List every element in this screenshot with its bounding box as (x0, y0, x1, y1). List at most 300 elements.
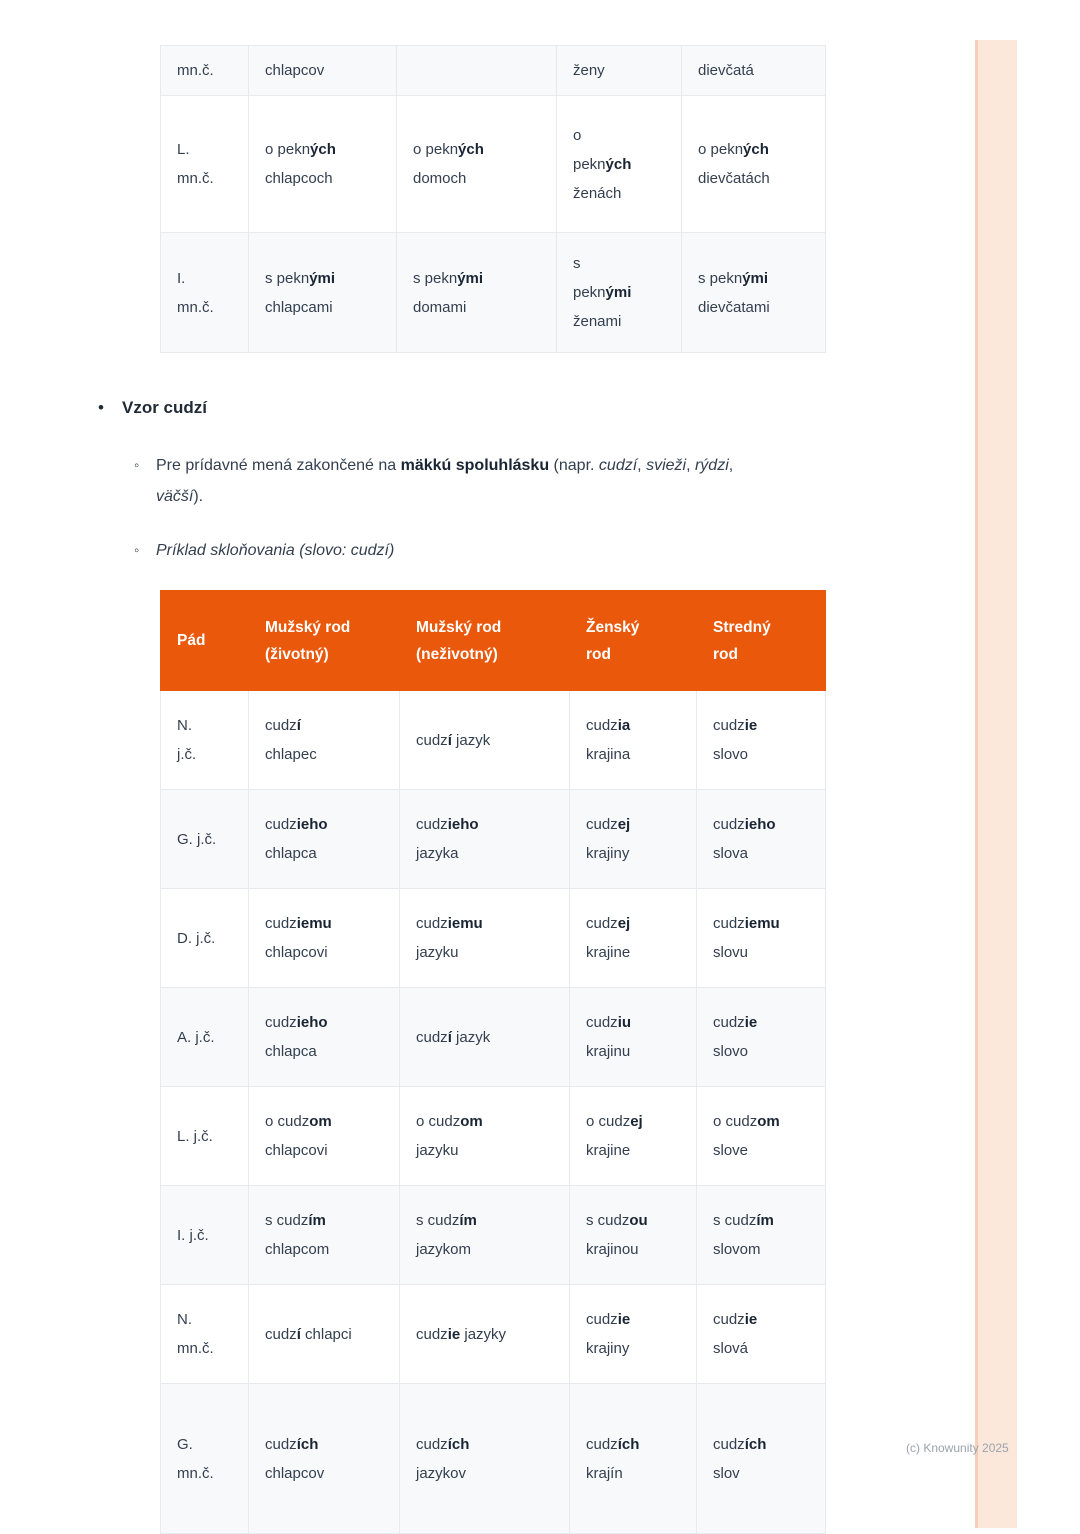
cell-line (586, 810, 680, 839)
text-segment: mn.č. (177, 170, 214, 187)
bold-ending: ie (744, 1311, 758, 1328)
text-segment: chlapcami (265, 298, 333, 316)
bold-ending: iemu (296, 915, 332, 932)
text-segment: L. (177, 141, 190, 158)
cell-line (573, 179, 665, 208)
text-segment: s cudz (416, 1212, 460, 1229)
declension-cell (400, 889, 570, 988)
header-line: Mužský rod (416, 618, 502, 636)
text-segment: slov (713, 1464, 740, 1482)
header-line: Ženský (586, 618, 640, 636)
bold-ending: í (447, 1028, 452, 1046)
declension-cell (570, 790, 697, 889)
declension-cell (249, 1285, 400, 1384)
cell-line (265, 1235, 383, 1264)
declension-cell (697, 1285, 826, 1384)
text-segment: chlapcovi (265, 1142, 328, 1159)
text-segment: s (573, 255, 581, 272)
text-segment: cudz (586, 915, 618, 932)
text-segment: krajiny (586, 1340, 630, 1357)
bold-ending: ích (296, 1435, 319, 1453)
table-row (161, 1186, 826, 1285)
text-segment: N. (177, 1311, 192, 1328)
text-segment: cudz (586, 717, 618, 734)
cell-line (573, 56, 665, 85)
text-segment: chlapci (300, 1325, 352, 1343)
cell-line (177, 1459, 232, 1488)
text-segment: cudz (586, 1435, 618, 1453)
case-label-cell (161, 1285, 249, 1384)
text-segment: , (728, 457, 734, 474)
bold-ending: í (296, 717, 301, 734)
text-segment: pekn (573, 155, 606, 173)
cell-line (265, 164, 380, 193)
cell-line (573, 121, 665, 150)
bold-ending: iemu (744, 915, 780, 932)
cell-line (177, 740, 232, 769)
cell-line (177, 1221, 232, 1250)
bold-ending: ím (308, 1212, 326, 1229)
cell-line (713, 1136, 809, 1165)
text-segment: o cudz (586, 1113, 631, 1130)
cell-line (177, 1023, 232, 1052)
cell-line (416, 810, 553, 839)
text-segment: dievčatách (698, 170, 770, 187)
italic-text: cudzí (598, 457, 638, 474)
text-segment: slova (713, 845, 749, 862)
text-segment: cudz (416, 1325, 448, 1343)
text-segment: mn.č. (177, 1464, 214, 1482)
text-segment: G. j.č. (177, 830, 217, 848)
cell-line (586, 1305, 680, 1334)
cell-line (586, 1235, 680, 1264)
declension-cell (570, 1285, 697, 1384)
column-header (161, 591, 249, 691)
cell-line (416, 1430, 553, 1459)
cell-line (713, 1430, 809, 1459)
bullet-item-title (98, 396, 810, 420)
table-row (161, 691, 826, 790)
bold-ending: ou (629, 1212, 648, 1229)
bold-ending: ých (458, 141, 484, 158)
text-segment: mn.č. (177, 298, 214, 316)
text-segment: slovu (713, 944, 749, 961)
cell-line (416, 1320, 553, 1349)
cell-line (586, 1206, 680, 1235)
bullet-text-description (156, 450, 781, 512)
text-segment: ženách (573, 184, 622, 202)
cell-line (177, 293, 232, 322)
declension-cell (400, 988, 570, 1087)
cell-line (586, 1008, 680, 1037)
declension-cell (557, 233, 682, 353)
cell-line (416, 938, 553, 967)
bold-ending: ých (743, 141, 769, 158)
text-segment: Pre prídavné mená zakončené na (156, 457, 401, 474)
cell-line (265, 909, 383, 938)
cell-line (713, 810, 809, 839)
text-segment: slovom (713, 1241, 761, 1258)
cell-line (265, 1107, 383, 1136)
cell-line (265, 839, 383, 868)
cell-line (265, 1430, 383, 1459)
cell-line (573, 249, 665, 278)
case-label-cell (161, 233, 249, 353)
text-segment: krajiny (586, 845, 630, 862)
text-segment: domoch (413, 170, 467, 187)
text-segment: cudz (713, 717, 745, 734)
declension-cell (400, 1285, 570, 1384)
declension-cell (557, 46, 682, 96)
bold-ending: ými (605, 284, 632, 301)
text-segment: cudz (416, 915, 448, 932)
text-segment: domami (413, 298, 467, 316)
page-edge-decoration (975, 40, 1017, 1528)
text-segment: N. (177, 717, 192, 734)
text-segment: jazyka (416, 845, 459, 862)
text-segment: cudz (265, 717, 297, 734)
cell-line (713, 711, 809, 740)
text-segment: jazyk (451, 731, 491, 749)
bold-ending: ia (617, 717, 631, 734)
text-segment: krajine (586, 944, 631, 961)
case-label-cell (161, 96, 249, 233)
declension-cell (249, 1087, 400, 1186)
text-segment: krajinou (586, 1241, 639, 1258)
bold-ending: ím (459, 1212, 477, 1229)
cell-line (713, 1305, 809, 1334)
cell-line (713, 740, 809, 769)
italic-text: svieži (646, 457, 687, 474)
cell-line (713, 1334, 809, 1363)
cell-line (586, 740, 680, 769)
cell-line (713, 1235, 809, 1264)
text-segment: A. j.č. (177, 1028, 215, 1046)
text-segment: , (637, 457, 647, 474)
cell-line (586, 711, 680, 740)
header-line: Stredný (713, 618, 771, 636)
text-segment: pekn (573, 284, 606, 301)
text-segment: s cudz (586, 1212, 630, 1229)
declension-cell (397, 96, 557, 233)
cell-line (265, 1459, 383, 1488)
declension-cell (249, 96, 397, 233)
text-segment: chlapcovi (265, 944, 328, 961)
case-label-cell (161, 1384, 249, 1534)
header-line: rod (713, 645, 738, 663)
cell-line (573, 150, 665, 179)
table-row (161, 889, 826, 988)
declension-cell (400, 790, 570, 889)
declension-cell (570, 988, 697, 1087)
cell-line (265, 135, 380, 164)
cell-line (416, 1136, 553, 1165)
declension-cell (249, 691, 400, 790)
text-segment: o cudz (713, 1113, 758, 1130)
cell-line (265, 1136, 383, 1165)
text-segment: cudz (713, 816, 745, 833)
cell-line (416, 726, 553, 755)
bold-ending: ie (744, 1014, 758, 1031)
declension-cell (249, 1384, 400, 1534)
text-segment: G. (177, 1435, 193, 1453)
text-segment: cudz (713, 1014, 745, 1031)
copyright-notice: (c) Knowunity 2025 (906, 1441, 1009, 1455)
cell-line (573, 307, 665, 336)
table-row (161, 1285, 826, 1384)
text-segment: o pekn (698, 141, 744, 158)
declension-cell (570, 1087, 697, 1186)
circle-bullet-icon: ◦ (134, 457, 140, 474)
bold-ending: mäkkú spoluhlásku (400, 457, 550, 474)
text-segment: (napr. (549, 457, 599, 474)
bold-ending: ích (617, 1435, 640, 1453)
declension-cell (249, 1186, 400, 1285)
declension-cell (400, 691, 570, 790)
text-segment: dievčatami (698, 298, 770, 316)
text-segment: I. (177, 269, 186, 287)
cell-line (416, 1235, 553, 1264)
cell-line (177, 1430, 232, 1459)
table-row (161, 233, 826, 353)
text-segment: krajina (586, 746, 631, 763)
text-segment: cudz (586, 816, 618, 833)
cell-line (698, 56, 809, 85)
declension-cell (249, 988, 400, 1087)
declension-cell (682, 46, 826, 96)
cell-line (265, 293, 380, 322)
column-header (400, 591, 570, 691)
text-segment: krajín (586, 1464, 623, 1482)
text-segment: cudz (713, 915, 745, 932)
bullet-item-description (134, 450, 810, 512)
cell-line (265, 711, 383, 740)
column-header (697, 591, 826, 691)
declension-cell (397, 46, 557, 96)
cell-line (416, 1459, 553, 1488)
text-segment: mn.č. (177, 1340, 214, 1357)
circle-bullet-icon: ◦ (134, 542, 140, 559)
text-segment: chlapcoch (265, 170, 333, 187)
bold-ending: í (296, 1325, 301, 1343)
text-segment: cudz (265, 915, 297, 932)
text-segment: s pekn (698, 269, 743, 287)
cell-line (265, 1320, 383, 1349)
declension-cell (682, 96, 826, 233)
bold-ending: ích (744, 1435, 767, 1453)
cell-line (713, 1008, 809, 1037)
text-segment: jazyku (416, 944, 459, 961)
declension-cell (400, 1186, 570, 1285)
case-label-cell (161, 988, 249, 1087)
cell-line (586, 1037, 680, 1066)
italic-text: väčší (156, 488, 194, 505)
declension-cell (570, 889, 697, 988)
text-segment: krajinu (586, 1043, 631, 1060)
cell-line (177, 264, 232, 293)
declension-cell (397, 233, 557, 353)
cell-line (177, 1122, 232, 1151)
case-label-cell (161, 1186, 249, 1285)
text-segment: chlapec (265, 746, 317, 763)
text-segment: ženy (573, 62, 605, 79)
header-line: rod (586, 645, 611, 663)
case-label-cell (161, 691, 249, 790)
cell-line (265, 938, 383, 967)
table-row (161, 1087, 826, 1186)
cell-line (586, 1430, 680, 1459)
case-label-cell (161, 46, 249, 96)
text-segment: o cudz (416, 1113, 461, 1130)
declension-cell (697, 1087, 826, 1186)
bold-ending: ieho (296, 1014, 328, 1031)
bold-ending: í (447, 731, 452, 749)
declension-cell (697, 691, 826, 790)
cell-line (573, 278, 665, 307)
text-segment: cudz (416, 731, 448, 749)
cell-line (413, 264, 540, 293)
table-row (161, 46, 826, 96)
cell-line (713, 1037, 809, 1066)
bold-ending: ie (447, 1325, 461, 1343)
case-label-cell (161, 889, 249, 988)
text-segment: cudz (265, 1014, 297, 1031)
cell-line (177, 56, 232, 85)
cell-line (177, 164, 232, 193)
cell-line (177, 1334, 232, 1363)
declension-cell (697, 1384, 826, 1534)
cell-line (265, 264, 380, 293)
bold-ending: iemu (447, 915, 483, 932)
text-segment: jazykom (416, 1241, 472, 1258)
bold-ending: ieho (744, 816, 776, 833)
text-segment: slovo (713, 746, 749, 763)
text-segment: cudz (586, 1014, 618, 1031)
declension-cell (682, 233, 826, 353)
text-segment: jazyku (416, 1142, 459, 1159)
bold-ending: ých (310, 141, 336, 158)
text-segment: cudz (416, 816, 448, 833)
text-segment: L. j.č. (177, 1127, 213, 1145)
cell-line (586, 938, 680, 967)
table-row (161, 96, 826, 233)
cell-line (713, 938, 809, 967)
cell-line (586, 1459, 680, 1488)
table-row (161, 988, 826, 1087)
cell-line (586, 1107, 680, 1136)
text-segment: D. j.č. (177, 929, 216, 947)
cell-line (416, 1206, 553, 1235)
text-segment: jazykov (416, 1464, 467, 1482)
text-segment: s cudz (713, 1212, 757, 1229)
bold-ending: om (460, 1113, 483, 1130)
table-row (161, 1384, 826, 1534)
cell-line (265, 1206, 383, 1235)
bold-ending: ích (447, 1435, 470, 1453)
text-segment: mn.č. (177, 62, 214, 79)
declension-cell (249, 889, 400, 988)
cell-line (265, 810, 383, 839)
declension-cell (570, 1384, 697, 1534)
text-segment: dievčatá (698, 62, 754, 79)
table-row (161, 790, 826, 889)
cell-line (416, 909, 553, 938)
text-segment: ženami (573, 313, 622, 330)
cell-line (177, 711, 232, 740)
bold-ending: ej (617, 816, 631, 833)
cell-line (177, 1305, 232, 1334)
cell-line (416, 1107, 553, 1136)
text-segment: ). (193, 488, 204, 505)
text-segment: o (573, 126, 582, 144)
declension-cell (570, 691, 697, 790)
cell-line (698, 264, 809, 293)
bold-ending: ými (309, 269, 336, 287)
vzor-cudzi-section (98, 396, 810, 566)
column-header (249, 591, 400, 691)
text-segment: jazyk (451, 1028, 491, 1046)
bold-ending: ej (617, 915, 631, 932)
text-segment: cudz (416, 1435, 448, 1453)
bullet-text-example (156, 535, 781, 566)
italic-text: Príklad skloňovania (slovo: cudzí) (156, 542, 395, 559)
bold-ending: ieho (296, 816, 328, 833)
text-segment: krajine (586, 1142, 631, 1159)
cell-line (265, 1037, 383, 1066)
bullet-item-example (134, 535, 810, 566)
cell-line (586, 1136, 680, 1165)
cell-line (698, 164, 809, 193)
text-segment: slove (713, 1142, 749, 1159)
declension-cell (249, 233, 397, 353)
text-segment: , (686, 457, 695, 474)
cell-line (698, 135, 809, 164)
cell-line (713, 1206, 809, 1235)
text-segment: cudz (416, 1028, 448, 1046)
text-segment: cudz (713, 1435, 745, 1453)
header-row (161, 591, 826, 691)
text-segment: slová (713, 1340, 749, 1357)
declension-cell (697, 1186, 826, 1285)
text-segment: chlapcov (265, 1464, 325, 1482)
text-segment: s pekn (413, 269, 458, 287)
table-cudzi (160, 590, 826, 1534)
text-segment: chlapcov (265, 62, 325, 79)
bold-ending: ím (756, 1212, 774, 1229)
header-line: (životný) (265, 645, 329, 663)
cell-line (177, 135, 232, 164)
bold-ending: ej (630, 1113, 643, 1130)
text-segment: jazyky (460, 1325, 507, 1343)
cell-line (698, 293, 809, 322)
cell-line (586, 1334, 680, 1363)
declension-cell (697, 988, 826, 1087)
text-segment: slovo (713, 1043, 749, 1060)
cell-line (413, 135, 540, 164)
declension-table-pekny-continued (160, 45, 825, 353)
text-segment: chlapca (265, 1043, 317, 1060)
text-segment: chlapca (265, 845, 317, 862)
text-segment: o cudz (265, 1113, 310, 1130)
text-segment: I. j.č. (177, 1226, 209, 1244)
cell-line (713, 909, 809, 938)
text-segment: o pekn (265, 141, 311, 158)
cell-line (416, 1023, 553, 1052)
declension-cell (697, 889, 826, 988)
column-header (570, 591, 697, 691)
bullet-icon: • (98, 398, 104, 417)
bold-ending: iu (617, 1014, 632, 1031)
